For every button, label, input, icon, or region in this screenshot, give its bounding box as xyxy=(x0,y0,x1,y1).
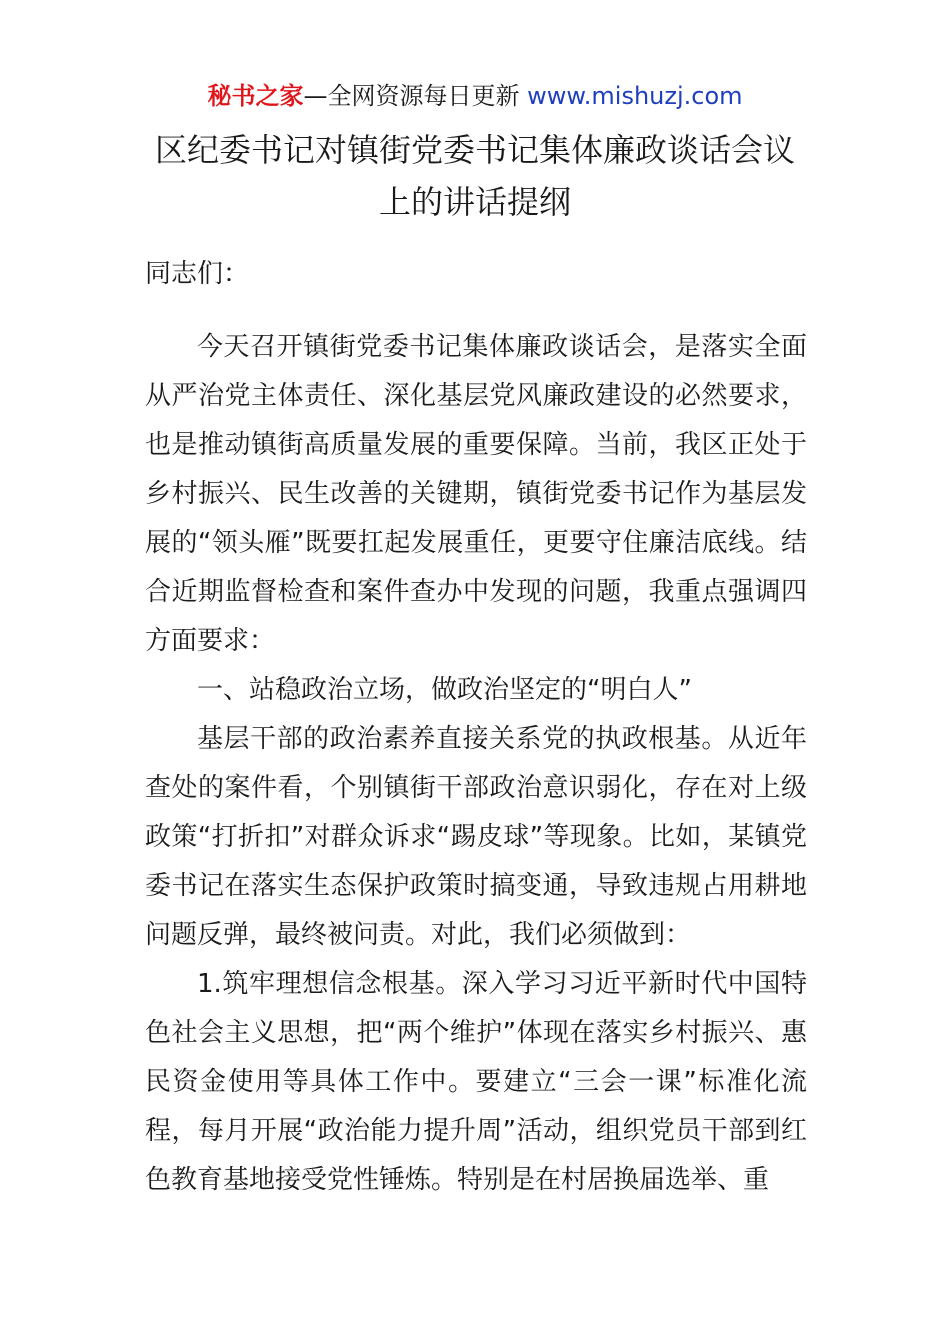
title-line-2: 上的讲话提纲 xyxy=(378,183,571,221)
salutation: 同志们： xyxy=(145,259,250,289)
site-header xyxy=(0,80,950,112)
section-1-paragraph: 基层干部的政治素养直接关系党的执政根基。从近年查处的案件看，个别镇街干部政治意识弱化，存在对上级政策“打折扣”对群众诉求“踢皮球”等现象。比如，某镇党委书记在落实生态保护政策时搞变通，导致违规占用耕地问题反弹，最终被问责。对此，我们必须做到： xyxy=(145,724,807,950)
intro-paragraph: 今天召开镇街党委书记集体廉政谈话会，是落实全面从严治党主体责任、深化基层党风廉政建设的必然要求，也是推动镇街高质量发展的重要保障。当前，我区正处于乡村振兴、民生改善的关键期，镇街党委书记作为基层发展的“领头雁”既要扛起发展重任，更要守住廉洁底线。结合近期监督检查和案件查办中发现的问题，我重点强调四方面要求： xyxy=(145,332,807,656)
section-heading-1: 一、站稳政治立场，做政治坚定的“明白人” xyxy=(197,675,692,705)
point-1-paragraph: 1.筑牢理想信念根基。深入学习习近平新时代中国特色社会主义思想，把“两个维护”体现在落实乡村振兴、惠民资金使用等具体工作中。要建立“三会一课”标准化流程，每月开展“政治能力提升周”活动，组织党员干部到红色教育基地接受党性锤炼。特别是在村居换届选举、重 xyxy=(145,969,807,1195)
title-line-1: 区纪委书记对镇街党委书记集体廉政谈话会议 xyxy=(154,131,795,169)
document-title xyxy=(0,124,950,228)
header-tagline: —全网资源每日更新 xyxy=(303,82,520,110)
brand-name: 秘书之家 xyxy=(207,82,304,110)
site-url-link[interactable]: www.mishuzj.com xyxy=(527,82,743,110)
document-body xyxy=(145,323,807,1205)
